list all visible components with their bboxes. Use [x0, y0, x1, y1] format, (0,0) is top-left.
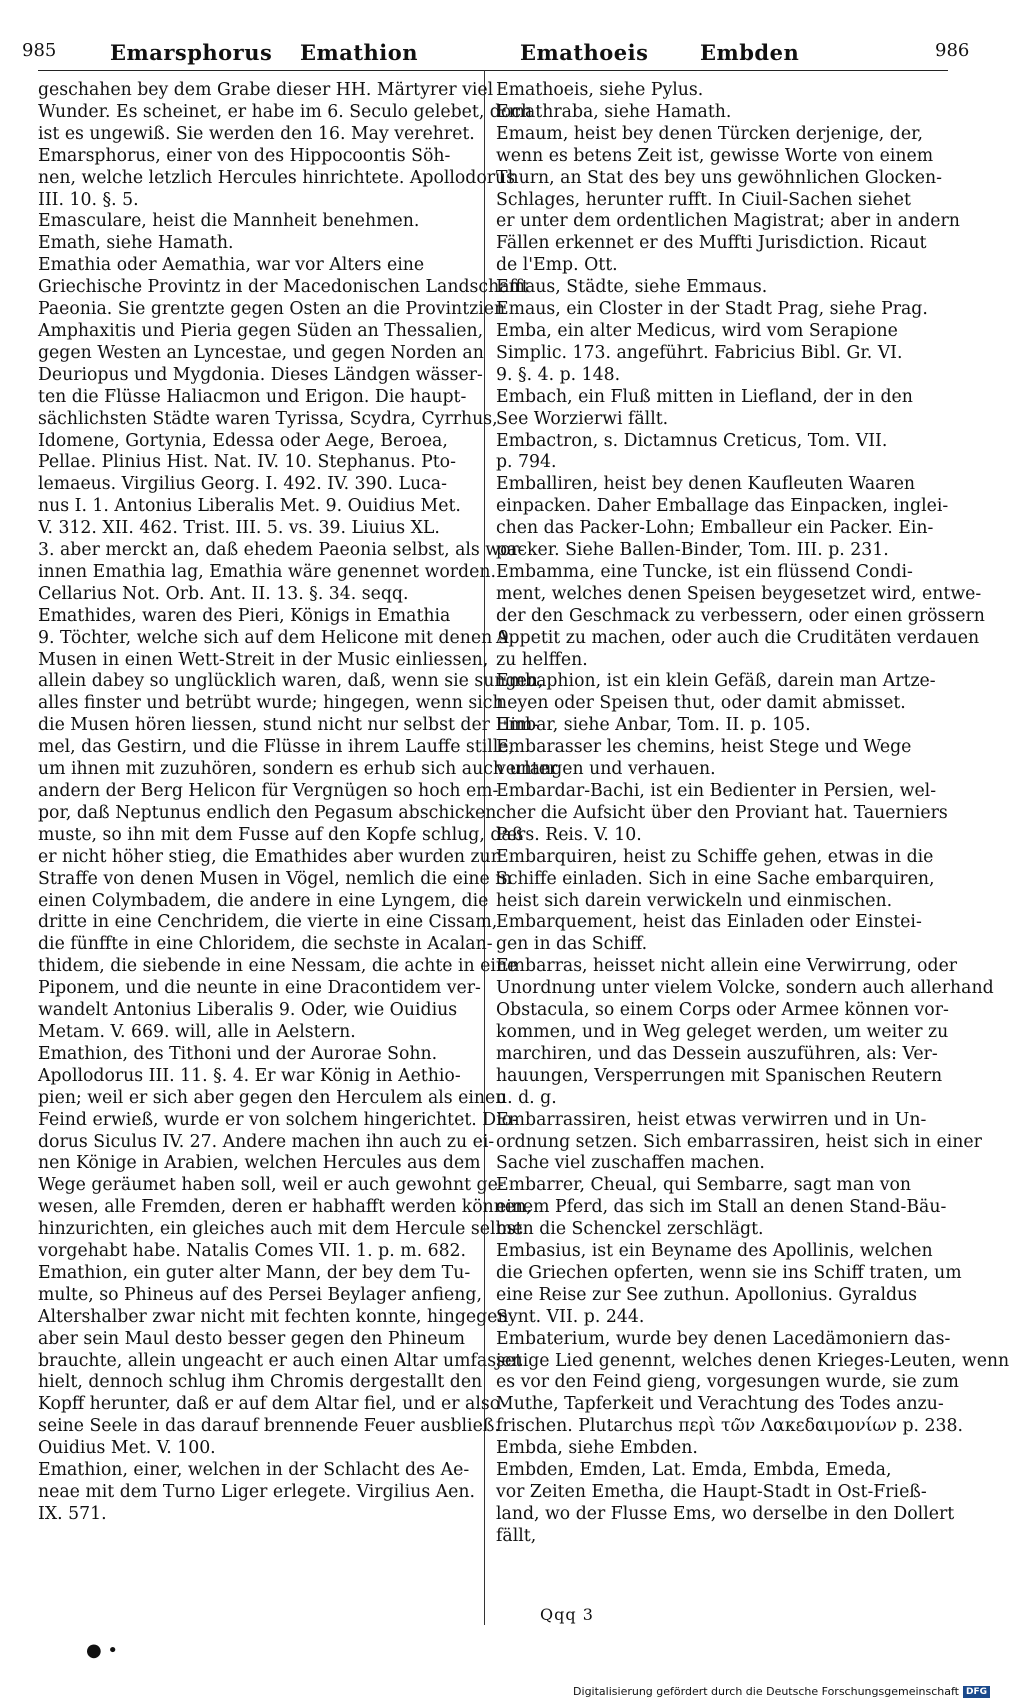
left-line: III. 10. §. 5. — [38, 189, 139, 210]
left-line: alles finster und betrübt wurde; hingegen, wenn sich — [38, 693, 504, 714]
left-line: Altershalber zwar nicht mit fechten konnte, hingegen — [38, 1306, 509, 1327]
right-line: Simplic. 173. angeführt. Fabricius Bibl. Gr. VI. — [496, 342, 903, 363]
right-line: Embarrassiren, heist etwas verwirren und in Un- — [496, 1109, 927, 1130]
right-line: gen in das Schiff. — [496, 934, 648, 955]
right-line: eine Reise zur See zuthun. Apollonius. Gyraldus — [496, 1284, 918, 1305]
right-line: Embaterium, wurde bey denen Lacedämoniern das- — [496, 1328, 951, 1349]
left-line: die Musen hören liessen, stund nicht nur selbst der Him- — [38, 715, 539, 736]
left-line: Deuriopus und Mygdonia. Dieses Ländgen wässer- — [38, 364, 483, 385]
left-line: multe, so Phineus auf des Persei Beylager anfieng, — [38, 1284, 482, 1305]
right-line: Embden, Emden, Lat. Emda, Embda, Emeda, — [496, 1460, 892, 1481]
left-line: Emarsphorus, einer von des Hippocoontis Söh- — [38, 145, 451, 166]
right-line: men die Schenckel zerschlägt. — [496, 1219, 764, 1240]
left-line: ist es ungewiß. Sie werden den 16. May verehret. — [38, 123, 475, 144]
right-line: Embar, siehe Anbar, Tom. II. p. 105. — [496, 715, 811, 736]
left-line: pien; weil er sich aber gegen den Herculem als einen — [38, 1087, 507, 1108]
right-line: Embarquiren, heist zu Schiffe gehen, etwas in die — [496, 846, 934, 867]
right-line: neyen oder Speisen thut, oder damit abmisset. — [496, 693, 906, 714]
left-line: hinzurichten, ein gleiches auch mit dem Hercule selbst — [38, 1219, 523, 1240]
left-line: Emasculare, heist die Mannheit benehmen. — [38, 211, 420, 232]
left-line: V. 312. XII. 462. Trist. III. 5. vs. 39. Liuius XL. — [38, 518, 440, 539]
right-line: der den Geschmack zu verbessern, oder einen grössern — [496, 605, 985, 626]
right-line: frischen. Plutarchus περὶ τῶν Λακεδαιμονίων p. 238. — [496, 1416, 963, 1437]
right-line: ment, welches denen Speisen beygesetzet wird, entwe- — [496, 583, 982, 604]
left-line: innen Emathia lag, Emathia wäre genennet worden. — [38, 561, 496, 582]
right-line: Muthe, Tapferkeit und Verachtung des Todes anzu- — [496, 1394, 944, 1415]
left-line: andern der Berg Helicon für Vergnügen so hoch em- — [38, 781, 499, 801]
left-line: Wunder. Es scheinet, er habe im 6. Seculo gelebet, doch — [38, 101, 533, 122]
left-line: hielt, dennoch schlug ihm Chromis dergestallt den — [38, 1372, 483, 1393]
right-line: verlangen und verhauen. — [496, 759, 716, 780]
left-line: neae mit dem Turno Liger erlegete. Virgilius Aen. — [38, 1482, 476, 1502]
left-line: Metam. V. 669. will, alle in Aelstern. — [38, 1021, 356, 1042]
right-line: Thurn, an Stat des bey uns gewöhnlichen Glocken- — [496, 167, 942, 188]
left-line: Feind erwieß, wurde er von solchem hingerichtet. Dio- — [38, 1109, 518, 1130]
left-line: 9. Töchter, welche sich auf dem Helicone mit denen 9. — [38, 627, 515, 648]
left-line: por, daß Neptunus endlich den Pegasum abschicken — [38, 802, 497, 823]
left-line: Piponem, und die neunte in eine Dracontidem ver- — [38, 978, 481, 999]
right-line: de l'Emp. Ott. — [496, 255, 618, 276]
left-line: 3. aber merckt an, daß ehedem Paeonia selbst, als wor- — [38, 540, 525, 561]
right-line: Emballiren, heist bey denen Kaufleuten Waaren — [496, 474, 916, 495]
right-line: packer. Siehe Ballen-Binder, Tom. III. p. 231. — [496, 540, 889, 561]
right-line: Embarquement, heist das Einladen oder Einstei- — [496, 912, 922, 933]
right-line: u. d. g. — [496, 1087, 557, 1108]
left-line: gegen Westen an Lyncestae, und gegen Norden an — [38, 342, 484, 363]
left-line: Amphaxitis und Pieria gegen Süden an Thessalien, — [38, 320, 484, 341]
right-line: Embda, siehe Embden. — [496, 1438, 698, 1459]
right-line: heist sich darein verwickeln und einmischen. — [496, 890, 893, 911]
right-line: marchiren, und das Dessein auszuführen, als: Ver- — [496, 1043, 938, 1064]
right-line: land, wo der Flusse Ems, wo derselbe in den Dollert — [496, 1503, 955, 1524]
right-line: Schlages, herunter rufft. In Ciuil-Sachen siehet — [496, 189, 911, 210]
right-line: zu helffen. — [496, 649, 588, 670]
right-line: Appetit zu machen, oder auch die Cruditäten verdauen — [496, 627, 980, 648]
right-line: Emaus, ein Closter in der Stadt Prag, siehe Prag. — [496, 299, 928, 320]
left-line: Pellae. Plinius Hist. Nat. IV. 10. Stephanus. Pto- — [38, 452, 456, 473]
page-number-left: 985 — [22, 40, 57, 61]
left-line: er nicht höher stieg, die Emathides aber wurden zur — [38, 846, 499, 867]
right-line: Embarras, heisset nicht allein eine Verwirrung, oder — [496, 956, 958, 977]
right-line: 9. §. 4. p. 148. — [496, 364, 621, 385]
left-line: um ihnen mit zuzuhören, sondern es erhub sich auch unter — [38, 759, 558, 780]
right-line: die Griechen opferten, wenn sie ins Schiff traten, um — [496, 1262, 962, 1283]
right-line: Emaum, heist bey denen Türcken derjenige, der, — [496, 123, 923, 144]
left-line: nen Könige in Arabien, welchen Hercules aus dem — [38, 1153, 481, 1174]
left-line: Emathion, ein guter alter Mann, der bey dem Tu- — [38, 1262, 471, 1283]
right-line: Emaus, Städte, siehe Emmaus. — [496, 277, 768, 298]
footer — [573, 1685, 990, 1698]
left-line: aber sein Maul desto besser gegen den Phineum — [38, 1328, 466, 1349]
left-line: Apollodorus III. 11. §. 4. Er war König in Aethio- — [38, 1065, 461, 1086]
left-line: Paeonia. Sie grentzte gegen Osten an die Provintzien — [38, 299, 506, 320]
left-line: Musen in einen Wett-Streit in der Music einliessen, — [38, 649, 489, 670]
right-line: Synt. VII. p. 244. — [496, 1306, 645, 1327]
right-line: Emathoeis, siehe Pylus. — [496, 80, 704, 100]
left-line: Wege geräumet haben soll, weil er auch gewohnt ge- — [38, 1175, 504, 1196]
page-number-right: 986 — [935, 40, 970, 61]
right-line: Pers. Reis. V. 10. — [496, 824, 642, 845]
header-term-1: Emarsphorus — [110, 40, 273, 65]
right-line: ordnung setzen. Sich embarrassiren, heist sich in einer — [496, 1131, 982, 1152]
left-line: lemaeus. Virgilius Georg. I. 492. IV. 390. Luca- — [38, 474, 447, 495]
right-line: p. 794. — [496, 452, 557, 473]
left-line: mel, das Gestirn, und die Flüsse in ihrem Lauffe stille, — [38, 737, 515, 758]
header-term-2: Emathion — [300, 40, 419, 65]
right-line: chen das Packer-Lohn; Emballeur ein Packer. Ein- — [496, 518, 934, 539]
left-line: dorus Siculus IV. 27. Andere machen ihn auch zu ei- — [38, 1131, 495, 1152]
left-line: Straffe von denen Musen in Vögel, nemlich die eine in — [38, 868, 512, 889]
left-line: Griechische Provintz in der Macedonischen Landschafft — [38, 277, 529, 298]
left-line: wandelt Antonius Liberalis 9. Oder, wie Ouidius — [38, 1000, 458, 1021]
left-line: Emath, siehe Hamath. — [38, 233, 234, 254]
right-line: einpacken. Daher Emballage das Einpacken, inglei- — [496, 496, 949, 517]
right-line: er unter dem ordentlichen Magistrat; aber in andern — [496, 211, 960, 232]
right-line: Embarrer, Cheual, qui Sembarre, sagt man von — [496, 1175, 912, 1196]
left-line: Cellarius Not. Orb. Ant. II. 13. §. 34. seqq. — [38, 583, 409, 604]
left-line: Emathides, waren des Pieri, Königs in Emathia — [38, 605, 451, 626]
right-line: Sache viel zuschaffen machen. — [496, 1153, 765, 1174]
left-line: geschahen bey dem Grabe dieser HH. Märtyrer viel — [38, 80, 494, 100]
left-line: seine Seele in das darauf brennende Feuer ausbließ. — [38, 1416, 500, 1437]
left-line: nus I. 1. Antonius Liberalis Met. 9. Ouidius Met. — [38, 496, 461, 517]
right-line: See Worzierwi fällt. — [496, 408, 669, 429]
left-line: muste, so ihn mit dem Fusse auf den Kopfe schlug, daß — [38, 824, 524, 845]
left-line: die fünffte in eine Chloridem, die sechste in Acalan- — [38, 934, 493, 955]
left-line: brauchte, allein ungeacht er auch einen Altar umfasset — [38, 1350, 523, 1371]
header-term-4: Embden — [700, 40, 800, 65]
right-line: vor Zeiten Emetha, die Haupt-Stadt in Ost-Frieß- — [496, 1482, 927, 1502]
left-line: vorgehabt habe. Natalis Comes VII. 1. p. m. 682. — [38, 1241, 467, 1262]
right-line: Embasius, ist ein Beyname des Apollinis, welchen — [496, 1241, 933, 1262]
left-line: IX. 571. — [38, 1503, 107, 1524]
right-column — [496, 80, 1009, 1548]
right-line: Embarasser les chemins, heist Stege und Wege — [496, 737, 912, 758]
right-line: Schiffe einladen. Sich in eine Sache embarquiren, — [496, 868, 935, 889]
left-line: ten die Flüsse Haliacmon und Erigon. Die haupt- — [38, 386, 467, 407]
ornament-dot: ● • — [86, 1640, 119, 1661]
left-line: Idomene, Gortynia, Edessa oder Aege, Beroea, — [38, 430, 448, 451]
left-line: Kopff herunter, daß er auf dem Altar fiel, und er also — [38, 1394, 501, 1415]
right-line: Embach, ein Fluß mitten in Liefland, der in den — [496, 386, 913, 407]
left-line: sächlichsten Städte waren Tyrissa, Scydra, Cyrrhus, — [38, 408, 498, 429]
right-line: fällt, — [496, 1525, 537, 1546]
right-line: hauungen, Versperrungen mit Spanischen Reutern — [496, 1065, 943, 1086]
left-line: dritte in eine Cenchridem, die vierte in eine Cissam, — [38, 912, 498, 933]
right-line: kommen, und in Weg geleget werden, um weiter zu — [496, 1021, 949, 1042]
header-term-3: Emathoeis — [520, 40, 649, 65]
right-line: jenige Lied genennt, welches denen Krieges-Leuten, wenn — [496, 1350, 1009, 1371]
footer-text: Digitalisierung gefördert durch die Deutsche Forschungsgemeinschaft — [573, 1685, 959, 1698]
right-line: Embamma, eine Tuncke, ist ein flüssend Condi- — [496, 561, 913, 582]
right-line: Emathraba, siehe Hamath. — [496, 101, 732, 122]
signature-mark: Qqq 3 — [540, 1605, 594, 1624]
right-line: Unordnung unter vielem Volcke, sondern auch allerhand — [496, 978, 994, 999]
left-line: Ouidius Met. V. 100. — [38, 1438, 216, 1459]
left-line: Emathion, des Tithoni und der Aurorae Sohn. — [38, 1043, 438, 1064]
left-line: Emathion, einer, welchen in der Schlacht des Ae- — [38, 1460, 470, 1481]
left-line: einen Colymbadem, die andere in eine Lyngem, die — [38, 890, 489, 911]
right-line: einem Pferd, das sich im Stall an denen Stand-Bäu- — [496, 1197, 947, 1218]
right-line: Emba, ein alter Medicus, wird vom Serapione — [496, 320, 898, 341]
right-line: Obstacula, so einem Corps oder Armee können vor- — [496, 1000, 949, 1021]
left-line: wesen, alle Fremden, deren er habhafft werden können, — [38, 1197, 532, 1218]
left-line: allein dabey so unglücklich waren, daß, wenn sie sungen, — [38, 671, 544, 692]
right-line: Fällen erkennet er des Muffti Jurisdiction. Ricaut — [496, 233, 927, 254]
dfg-logo: DFG — [963, 1686, 990, 1698]
right-line: es vor den Feind gieng, vorgesungen wurde, sie zum — [496, 1372, 959, 1393]
right-line: wenn es betens Zeit ist, gewisse Worte von einem — [496, 145, 934, 166]
left-line: Emathia oder Aemathia, war vor Alters eine — [38, 255, 425, 276]
header-rule — [38, 70, 948, 71]
right-line: Embactron, s. Dictamnus Creticus, Tom. VII. — [496, 430, 888, 451]
left-line: nen, welche letzlich Hercules hinrichtete. Apollodorus — [38, 167, 516, 188]
left-line: thidem, die siebende in eine Nessam, die achte in eine — [38, 956, 518, 977]
right-line: cher die Aufsicht über den Proviant hat. Tauerniers — [496, 802, 948, 823]
right-line: Embardar-Bachi, ist ein Bedienter in Persien, wel- — [496, 781, 937, 801]
right-line: Embaphion, ist ein klein Gefäß, darein man Artze- — [496, 671, 936, 692]
